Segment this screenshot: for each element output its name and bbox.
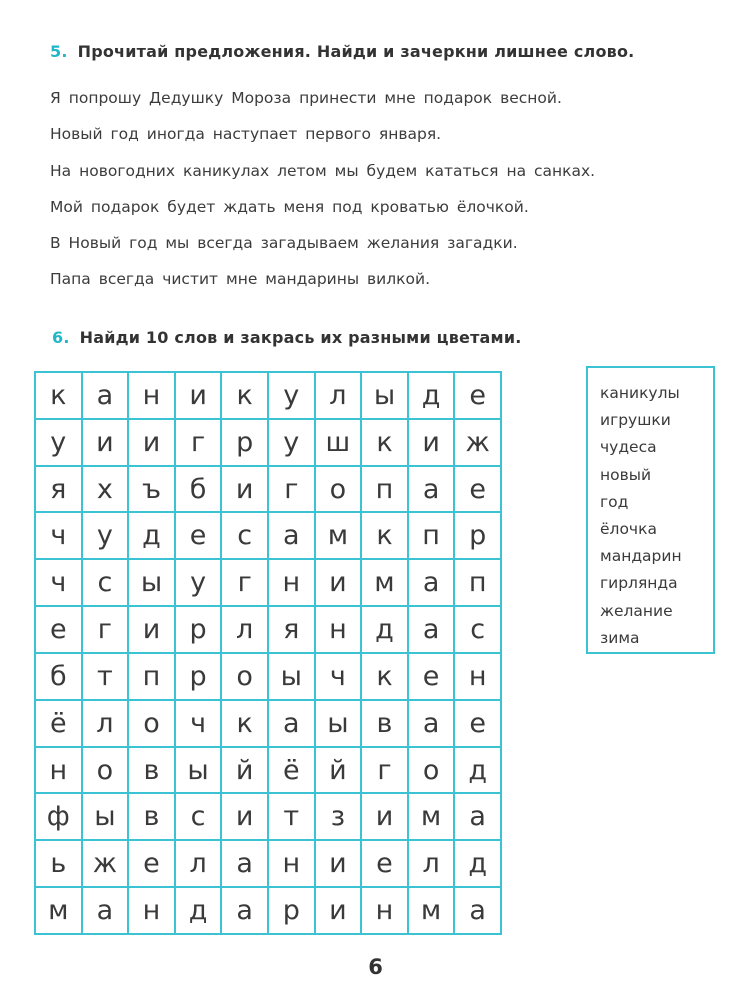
grid-cell[interactable]: б — [176, 467, 223, 514]
grid-cell[interactable]: п — [455, 560, 502, 607]
grid-cell[interactable]: й — [222, 748, 269, 795]
task-5-number: 5. — [50, 42, 68, 61]
grid-cell[interactable]: п — [129, 654, 176, 701]
word-list-item: игрушки — [600, 411, 671, 430]
task-6-number: 6. — [52, 328, 70, 347]
grid-cell[interactable]: с — [455, 607, 502, 654]
grid-cell[interactable]: г — [269, 467, 316, 514]
grid-cell[interactable]: х — [83, 467, 130, 514]
grid-cell[interactable]: о — [129, 701, 176, 748]
grid-cell[interactable]: г — [362, 748, 409, 795]
grid-cell[interactable]: р — [176, 654, 223, 701]
grid-cell[interactable]: е — [129, 841, 176, 888]
grid-cell[interactable]: н — [36, 748, 83, 795]
grid-cell[interactable]: м — [409, 888, 456, 935]
grid-cell[interactable]: е — [362, 841, 409, 888]
grid-cell[interactable]: в — [129, 794, 176, 841]
grid-cell[interactable]: д — [455, 841, 502, 888]
grid-cell[interactable]: п — [362, 467, 409, 514]
grid-cell[interactable]: у — [176, 560, 223, 607]
grid-cell[interactable]: р — [455, 513, 502, 560]
grid-cell[interactable]: а — [83, 373, 130, 420]
grid-cell[interactable]: ч — [176, 701, 223, 748]
word-list-item: мандарин — [600, 547, 682, 566]
grid-cell[interactable]: с — [176, 794, 223, 841]
grid-cell[interactable]: о — [409, 748, 456, 795]
page-number: 6 — [368, 955, 383, 979]
grid-cell[interactable]: г — [83, 607, 130, 654]
grid-cell[interactable]: и — [129, 607, 176, 654]
word-search-grid — [34, 371, 502, 935]
grid-cell[interactable]: л — [176, 841, 223, 888]
grid-cell[interactable]: с — [83, 560, 130, 607]
grid-cell[interactable]: м — [316, 513, 363, 560]
grid-cell[interactable]: ы — [176, 748, 223, 795]
word-list-item: каникулы — [600, 384, 680, 402]
grid-cell[interactable]: е — [455, 701, 502, 748]
grid-cell[interactable]: н — [269, 560, 316, 607]
grid-cell[interactable]: н — [316, 607, 363, 654]
grid-cell[interactable]: й — [316, 748, 363, 795]
grid-cell[interactable]: ж — [83, 841, 130, 888]
grid-cell[interactable]: р — [176, 607, 223, 654]
grid-cell[interactable]: р — [222, 420, 269, 467]
grid-cell[interactable]: т — [269, 794, 316, 841]
grid-cell[interactable]: ш — [316, 420, 363, 467]
grid-cell[interactable]: а — [222, 841, 269, 888]
grid-cell[interactable]: н — [455, 654, 502, 701]
grid-cell[interactable]: е — [409, 654, 456, 701]
grid-cell[interactable]: д — [409, 373, 456, 420]
sentence-5: В Новый год мы всегда загадываем желания загадки. — [50, 234, 518, 253]
grid-cell[interactable]: м — [36, 888, 83, 935]
grid-cell[interactable]: у — [36, 420, 83, 467]
grid-cell[interactable]: а — [455, 794, 502, 841]
grid-cell[interactable]: а — [409, 607, 456, 654]
grid-cell[interactable]: к — [222, 373, 269, 420]
grid-cell[interactable]: д — [176, 888, 223, 935]
grid-cell[interactable]: ы — [269, 654, 316, 701]
grid-cell[interactable]: н — [129, 888, 176, 935]
grid-cell[interactable]: к — [36, 373, 83, 420]
sentence-2: Новый год иногда наступает первого января. — [50, 125, 442, 144]
grid-cell[interactable]: у — [83, 513, 130, 560]
grid-cell[interactable]: а — [409, 701, 456, 748]
word-list-item: год — [600, 492, 629, 511]
grid-cell[interactable]: д — [129, 513, 176, 560]
grid-cell[interactable]: е — [455, 467, 502, 514]
sentence-4: Мой подарок будет ждать меня под кроватью ёлочкой. — [50, 197, 529, 216]
sentence-1: Я попрошу Дедушку Мороза принести мне подарок весной. — [50, 89, 562, 107]
word-list-box — [586, 366, 715, 654]
grid-cell[interactable]: н — [269, 841, 316, 888]
grid-cell[interactable]: д — [362, 607, 409, 654]
grid-cell[interactable]: ё — [269, 748, 316, 795]
grid-cell[interactable]: р — [269, 888, 316, 935]
grid-cell[interactable]: а — [455, 888, 502, 935]
task-5-title: Прочитай предложения. Найди и зачеркни лишнее слово. — [77, 42, 635, 61]
word-list-item: чудеса — [600, 438, 657, 457]
grid-cell[interactable]: и — [316, 560, 363, 607]
grid-cell[interactable]: а — [269, 513, 316, 560]
grid-cell[interactable]: б — [36, 654, 83, 701]
grid-cell[interactable]: н — [129, 373, 176, 420]
grid-cell[interactable]: и — [222, 467, 269, 514]
grid-cell[interactable]: л — [222, 607, 269, 654]
grid-cell[interactable]: и — [316, 888, 363, 935]
grid-cell[interactable]: д — [455, 748, 502, 795]
grid-cell[interactable]: ё — [36, 701, 83, 748]
grid-cell[interactable]: г — [176, 420, 223, 467]
grid-cell[interactable]: у — [269, 373, 316, 420]
grid-cell[interactable]: м — [362, 560, 409, 607]
grid-cell[interactable]: т — [83, 654, 130, 701]
grid-cell[interactable]: ъ — [129, 467, 176, 514]
word-list-item: гирлянда — [600, 574, 678, 593]
grid-cell[interactable]: с — [222, 513, 269, 560]
grid-cell[interactable]: ы — [129, 560, 176, 607]
grid-cell[interactable]: п — [409, 513, 456, 560]
grid-cell[interactable]: м — [409, 794, 456, 841]
grid-cell[interactable]: и — [409, 420, 456, 467]
task-5-heading — [50, 42, 634, 61]
grid-cell[interactable]: о — [222, 654, 269, 701]
grid-cell[interactable]: ч — [36, 560, 83, 607]
grid-cell[interactable]: у — [269, 420, 316, 467]
grid-cell[interactable]: и — [129, 420, 176, 467]
task-6-title: Найди 10 слов и закрась их разными цветами. — [79, 328, 522, 347]
grid-cell[interactable]: и — [176, 373, 223, 420]
grid-cell[interactable]: к — [362, 513, 409, 560]
grid-cell[interactable]: е — [176, 513, 223, 560]
sentence-6: Папа всегда чистит мне мандарины вилкой. — [50, 270, 431, 289]
grid-cell[interactable]: я — [36, 467, 83, 514]
grid-cell[interactable]: в — [129, 748, 176, 795]
grid-cell[interactable]: а — [83, 888, 130, 935]
grid-cell[interactable]: ч — [36, 513, 83, 560]
grid-cell[interactable]: а — [222, 888, 269, 935]
grid-cell[interactable]: к — [362, 420, 409, 467]
grid-cell[interactable]: л — [83, 701, 130, 748]
grid-cell[interactable]: ж — [455, 420, 502, 467]
task-5-sentences — [50, 86, 690, 304]
word-list-item: ёлочка — [600, 520, 657, 539]
grid-cell[interactable]: л — [409, 841, 456, 888]
word-list-item: желание — [600, 601, 673, 620]
grid-cell[interactable]: и — [83, 420, 130, 467]
grid-cell[interactable]: з — [316, 794, 363, 841]
grid-cell[interactable]: ы — [316, 701, 363, 748]
grid-cell[interactable]: е — [36, 607, 83, 654]
grid-cell[interactable]: о — [83, 748, 130, 795]
word-list-item: зима — [600, 628, 640, 647]
sentence-3: На новогодних каникулах летом мы будем кататься на санках. — [50, 161, 596, 180]
grid-cell[interactable]: л — [316, 373, 363, 420]
grid-cell[interactable]: е — [455, 373, 502, 420]
grid-cell[interactable]: а — [269, 701, 316, 748]
grid-cell[interactable]: и — [362, 794, 409, 841]
grid-cell[interactable]: к — [362, 654, 409, 701]
word-list-item: новый — [600, 465, 652, 484]
grid-cell[interactable]: в — [362, 701, 409, 748]
grid-cell[interactable]: а — [409, 560, 456, 607]
grid-cell[interactable]: ь — [36, 841, 83, 888]
grid-cell[interactable]: и — [222, 794, 269, 841]
grid-cell[interactable]: и — [316, 841, 363, 888]
grid-cell[interactable]: г — [222, 560, 269, 607]
grid-cell[interactable]: я — [269, 607, 316, 654]
grid-cell[interactable]: ы — [83, 794, 130, 841]
grid-cell[interactable]: ф — [36, 794, 83, 841]
grid-cell[interactable]: а — [409, 467, 456, 514]
grid-cell[interactable]: о — [316, 467, 363, 514]
grid-cell[interactable]: к — [222, 701, 269, 748]
task-6-heading — [52, 328, 522, 347]
grid-cell[interactable]: ч — [316, 654, 363, 701]
grid-cell[interactable]: ы — [362, 373, 409, 420]
grid-cell[interactable]: н — [362, 888, 409, 935]
